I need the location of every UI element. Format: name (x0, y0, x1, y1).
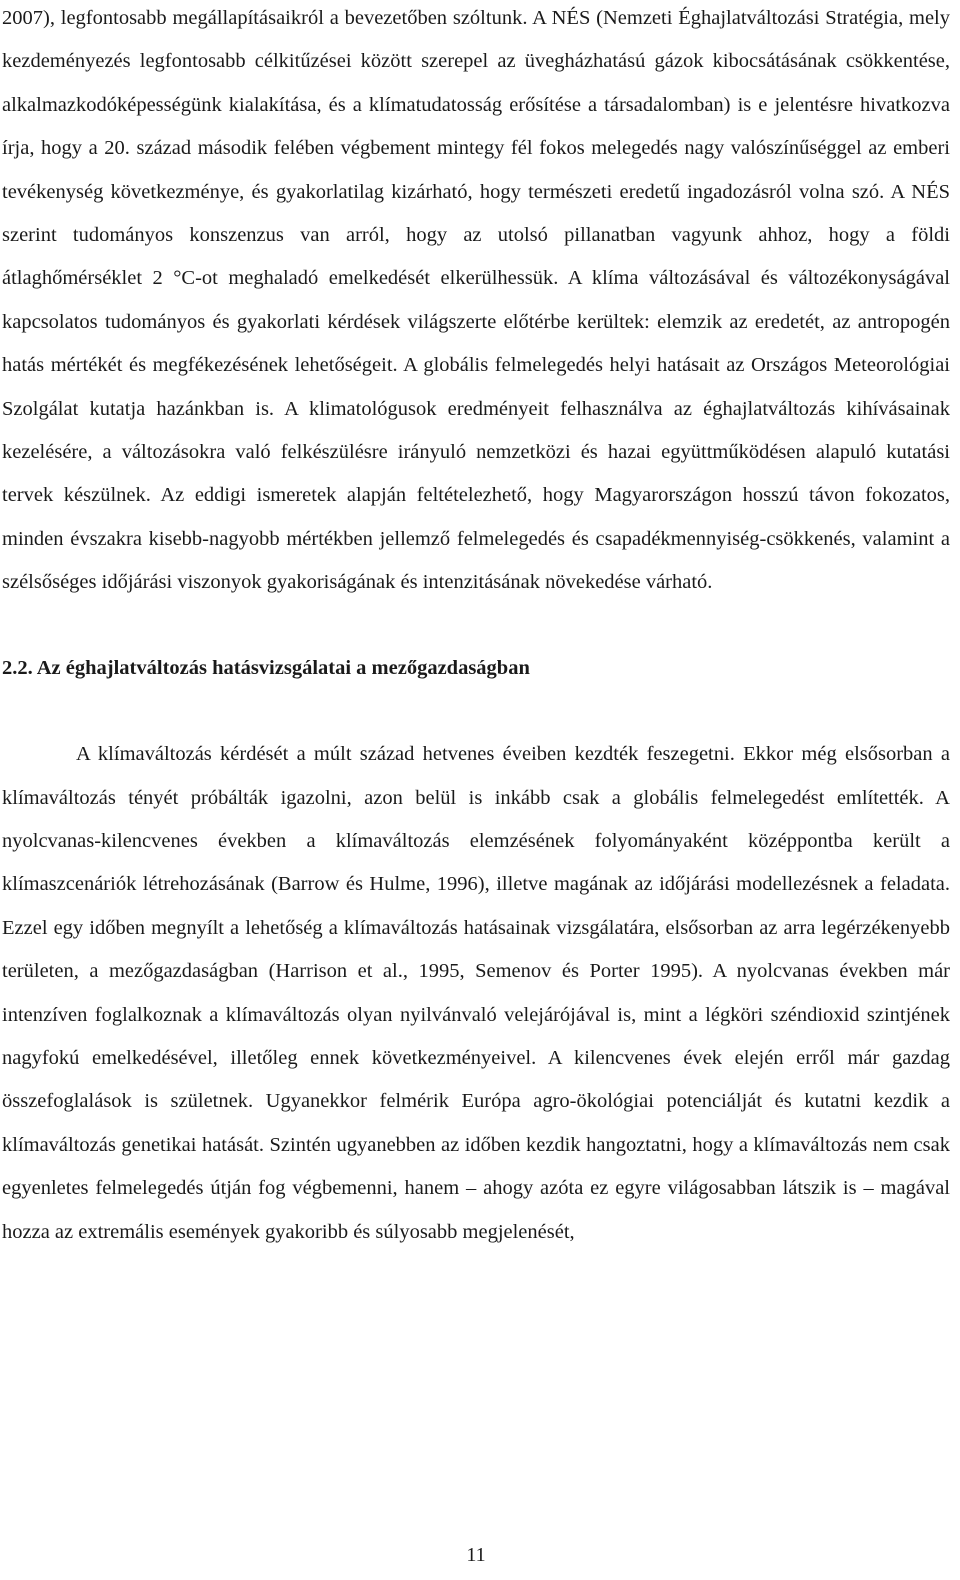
body-paragraph: 2007), legfontosabb megállapításaikról a bevezetőben szóltunk. A NÉS (Nemzeti Éghajlatváltozási Stratégia, mely kezdeményezés legfontosabb célkitűzései között szerepel az üvegházhatású gázok kibocsátásának csökkentése, alkalmazkodóképességünk kialakítása, és a klímatudatosság erősítése a társadalomban) is e jelentésre hivatkozva írja, hogy a 20. század második felében végbement mintegy fél fokos melegedés nagy valószínűséggel az emberi tevékenység következménye, és gyakorlatilag kizárható, hogy természeti eredetű ingadozásról volna szó. A NÉS szerint tudományos konszenzus van arról, hogy az utolsó pillanatban vagyunk ahhoz, hogy a földi átlaghőmérséklet 2 °C-ot meghaladó emelkedését elkerülhessük. A klíma változásával és változékonyságával kapcsolatos tudományos és gyakorlati kérdések világszerte előtérbe kerültek: elemzik az eredetét, az antropogén hatás mértékét és megfékezésének lehetőségeit. A globális felmelegedés helyi hatásait az Országos Meteorológiai Szolgálat kutatja hazánkban is. A klimatológusok eredményeit felhasználva az éghajlatváltozás kihívásainak kezelésére, a változásokra való felkészülésre irányuló nemzetközi és hazai együttműködésen alapuló kutatási tervek készülnek. Az eddigi ismeretek alapján feltételezhető, hogy Magyarországon hosszú távon fokozatos, minden évszakra kisebb-nagyobb mértékben jellemző felmelegedés és csapadékmennyiség-csökkenés, valamint a szélsőséges időjárási viszonyok gyakoriságának és intenzitásának növekedése várható. (2, 7, 950, 594)
page-number: 11 (466, 1544, 486, 1566)
body-paragraph: A klímaváltozás kérdését a múlt század hetvenes éveiben kezdték feszegetni. Ekkor még elsősorban a klímaváltozás tényét próbálták igazolni, azon belül is inkább csak a globális felmelegedést említették. A nyolcvanas-kilencvenes években a klímaváltozás elemzésének folyományaként középpontba került a klímaszcenáriók létrehozásának (Barrow és Hulme, 1996), illetve magának az időjárási modellezésnek a feladata. Ezzel egy időben megnyílt a lehetőség a klímaváltozás hatásainak vizsgálatára, elsősorban az arra legérzékenyebb területen, a mezőgazdaságban (Harrison et al., 1995, Semenov és Porter 1995). A nyolcvanas években már intenzíven foglalkoznak a klímaváltozás olyan nyilvánvaló velejárójával is, mint a légköri széndioxid szintjének nagyfokú emelkedésével, illetőleg ennek következményeivel. A kilencvenes évek elején erről már gazdag összefoglalások is születnek. Ugyanekkor felmérik Európa agro-ökológiai potenciálját és kutatni kezdik a klímaváltozás genetikai hatását. Szintén ugyanebben az időben kezdik hangoztatni, hogy a klímaváltozás nem csak egyenletes felmelegedés útján fog végbemenni, hanem – ahogy azóta ez egyre világosabban látszik is – magával hozza az extremális események gyakoribb és súlyosabb megjelenését, (2, 743, 950, 1243)
document-page (2, 0, 950, 1254)
section-heading: 2.2. Az éghajlatváltozás hatásvizsgálatai a mezőgazdaságban (2, 656, 530, 679)
